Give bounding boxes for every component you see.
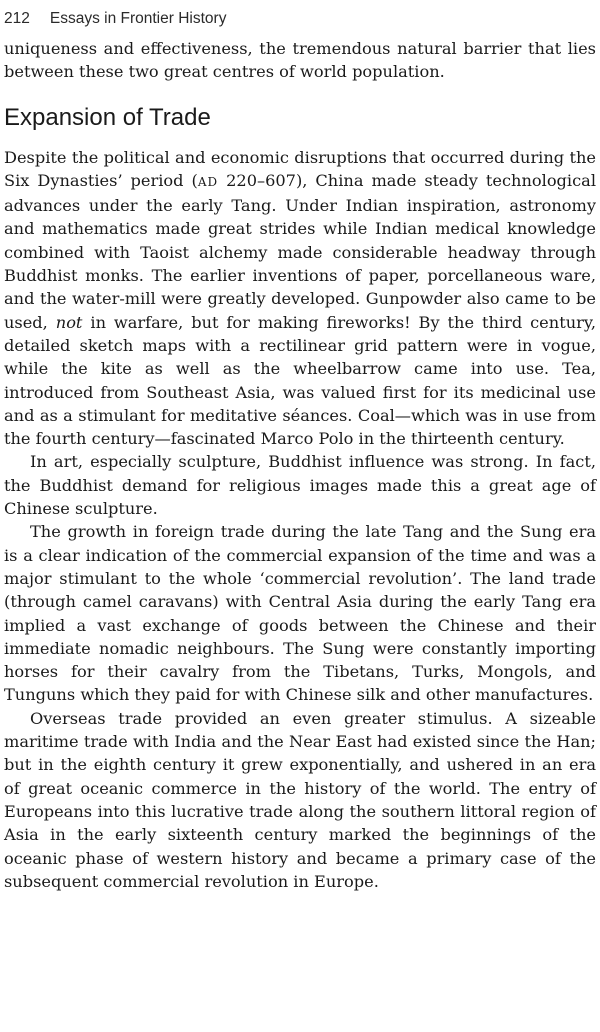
- era-abbreviation: AD: [197, 174, 219, 189]
- paragraph-3: The growth in foreign trade during the late Tang and the Sung era is a clear indication of the commercial expansion of the time and was a major stimulant to the whole ‘commercial revolution’. The land trade (through camel caravans) with Central Asia during the early Tang era implied a vast exchange of goods between the Chinese and their immediate nomadic neighbours. The Sung were constantly importing horses for their cavalry from the Tibetans, Turks, Mongols, and Tunguns which they paid for with Chinese silk and other manufactures.: [4, 522, 596, 705]
- paragraph-1: [4, 146, 596, 451]
- continued-paragraph: uniqueness and effectiveness, the tremendous natural barrier that lies between these two great centres of world population.: [4, 39, 596, 82]
- page-body: [4, 37, 596, 893]
- paragraph-4: Overseas trade provided an even greater stimulus. A sizeable maritime trade with India and the Near East had existed since the Han; but in the eighth century it grew exponentially, and ushered in an era of great oceanic commerce in the history of the world. The entry of Europeans into this lucrative trade along the southern littoral region of Asia in the early sixteenth century marked the beginnings of the oceanic phase of western history and became a primary case of the subsequent commercial revolution in Europe.: [4, 708, 596, 891]
- running-head: [4, 0, 596, 28]
- section-heading: Expansion of Trade: [4, 103, 211, 131]
- emphasis-not: not: [55, 312, 83, 332]
- paragraph-1-text-a: Despite the political and economic disruptions that occurred during the Six Dynasties’ period (: [4, 147, 596, 190]
- book-title: Essays in Frontier History: [49, 10, 227, 27]
- paragraph-1-text-c: in warfare, but for making fireworks! By the third century, detailed sketch maps with a rectilinear grid pattern were in vogue, while the kite as well as the wheelbarrow came into use. Tea, introduced from Southeast Asia, was valued first for its medicinal use and as a stimulant for meditative séances. Coal—which was in use from the fourth century—fascinated Marco Polo in the thirteenth century.: [4, 312, 596, 449]
- paragraph-2: In art, especially sculpture, Buddhist influence was strong. In fact, the Buddhist demand for religious images made this a great age of Chinese sculpture.: [4, 452, 596, 519]
- paragraph-1-text-b: 220–607), China made steady technological advances under the early Tang. Under Indian inspiration, astronomy and mathematics made great strides while Indian medical knowledge combined with Taoist alchemy made considerable headway through Buddhist monks. The earlier inventions of paper, porcellaneous ware, and the water-mill were greatly developed. Gunpowder also came to be used,: [4, 170, 596, 332]
- page-number: 212: [4, 10, 30, 27]
